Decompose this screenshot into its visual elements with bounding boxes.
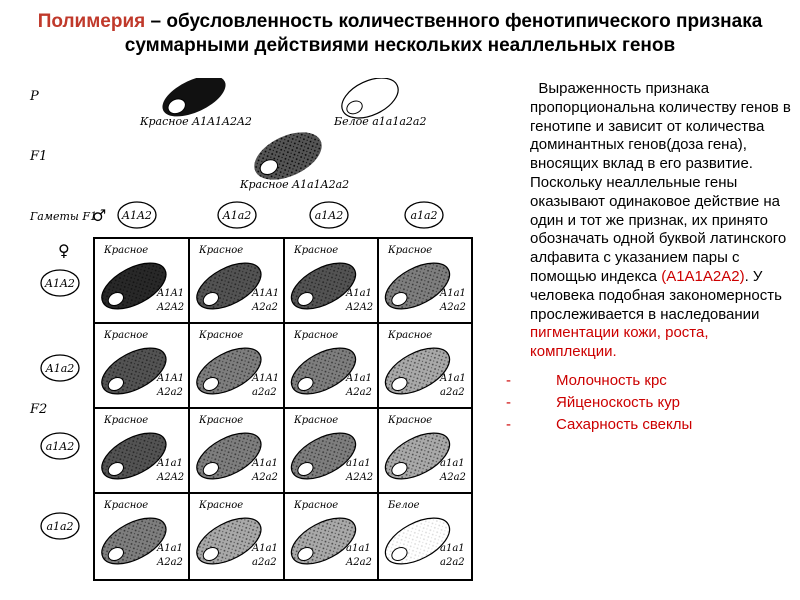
grid-cell xyxy=(190,500,278,573)
cell-genotype-2: a2a2 xyxy=(252,557,277,568)
cell-phenotype: Красное xyxy=(388,245,433,256)
list-item: - Сахарность свеклы xyxy=(530,414,792,436)
cell-phenotype: Красное xyxy=(294,330,339,341)
title-term: Полимерия xyxy=(37,11,146,32)
cell-phenotype: Красное xyxy=(104,245,149,256)
female-symbol: ♀ xyxy=(58,241,70,260)
gamete-row-1-text: A1A2 xyxy=(45,277,75,290)
cell-genotype-2: A2a2 xyxy=(252,302,278,313)
grid-cell xyxy=(378,330,466,403)
traits-highlight: пигментации кожи, роста, комплекции. xyxy=(530,324,709,361)
parent-red-label: Красное A1A1A2A2 xyxy=(140,115,252,128)
slide-title xyxy=(10,10,790,58)
cell-phenotype: Красное xyxy=(199,330,244,341)
gamete-row-2-text: A1a2 xyxy=(45,362,75,375)
gamete-row-4-text: a1a2 xyxy=(46,520,74,533)
gamete-col-2 xyxy=(218,202,256,228)
title-definition: – обусловленность количественного фенотипического признака суммарными действиями нескольких неаллельных генов xyxy=(124,11,763,56)
gamete-row-3-text: a1A2 xyxy=(45,440,75,453)
cell-phenotype: Красное xyxy=(199,245,244,256)
male-symbol: ♂ xyxy=(92,206,107,225)
gamete-col-4 xyxy=(405,202,443,228)
cell-phenotype: Красное xyxy=(388,415,433,426)
punnett-figure xyxy=(22,78,490,594)
cell-genotype-1: A1a1 xyxy=(346,373,372,384)
list-item: - Молочность крс xyxy=(530,370,792,392)
grid-cell xyxy=(284,415,373,488)
cell-genotype-2: A2a2 xyxy=(440,472,466,483)
gamete-col-4-text: a1a2 xyxy=(410,209,438,222)
cell-genotype-2: A2a2 xyxy=(157,557,183,568)
grid-cell xyxy=(190,330,280,403)
cell-genotype-2: a2a2 xyxy=(440,387,465,398)
cell-genotype-2: A2A2 xyxy=(157,302,185,313)
parent-white-label: Белое a1a1a2a2 xyxy=(334,115,427,128)
gametes-label: Гаметы F1 xyxy=(30,210,97,223)
cell-genotype-2: A2a2 xyxy=(440,302,466,313)
grid-cell xyxy=(190,245,280,318)
body-part-1: Выраженность признака пропорциональна количеству генов в генотипе и зависит от количества доминантных генов(доза гена), вносящих вклад в его развитие. Поскольку неаллельные гены оказывают одинаковое действие на один и тот же признак, их принято обозначать одной буквой латинского алфавита с указанием пары с помощью индекса xyxy=(530,80,791,285)
cell-genotype-1: a1a1 xyxy=(440,543,465,554)
grid-cell xyxy=(95,330,185,403)
gamete-col-3 xyxy=(310,202,348,228)
cell-phenotype: Красное xyxy=(294,415,339,426)
gamete-row-1 xyxy=(41,270,79,296)
grid-cell xyxy=(190,415,278,488)
label-f2: F2 xyxy=(30,402,48,417)
grid-cell xyxy=(284,500,372,573)
cell-genotype-2: a2a2 xyxy=(440,557,465,568)
gamete-col-1 xyxy=(118,202,156,228)
cell-phenotype: Красное xyxy=(199,500,244,511)
f1-label: Красное A1a1A2a2 xyxy=(240,178,350,191)
cell-genotype-1: A1a1 xyxy=(440,288,466,299)
gamete-col-3-text: a1A2 xyxy=(314,209,344,222)
cell-phenotype: Красное xyxy=(388,330,433,341)
cell-genotype-1: A1a1 xyxy=(252,543,278,554)
cell-genotype-1: A1a1 xyxy=(440,373,466,384)
body-paragraph xyxy=(530,80,792,362)
gamete-row-2 xyxy=(41,355,79,381)
cell-genotype-1: a1a1 xyxy=(346,543,371,554)
cell-genotype-2: A2A2 xyxy=(157,472,185,483)
cell-phenotype: Красное xyxy=(104,330,149,341)
cell-genotype-2: A2A2 xyxy=(346,302,374,313)
cell-genotype-1: A1a1 xyxy=(157,458,183,469)
grid-cell xyxy=(378,415,466,488)
punnett-cells xyxy=(95,245,466,573)
gamete-row-4 xyxy=(41,513,79,539)
gamete-row-3 xyxy=(41,433,79,459)
body-text xyxy=(530,80,792,436)
grid-cell xyxy=(378,245,466,318)
cell-genotype-2: A2a2 xyxy=(346,557,372,568)
cell-genotype-1: A1a1 xyxy=(252,458,278,469)
cell-phenotype: Красное xyxy=(294,500,339,511)
grid-cell xyxy=(95,245,185,318)
cell-genotype-1: A1a1 xyxy=(157,543,183,554)
grid-cell xyxy=(95,415,185,488)
gamete-col-1-text: A1A2 xyxy=(122,209,152,222)
cell-genotype-2: A2A2 xyxy=(346,472,374,483)
examples-list xyxy=(530,370,792,436)
cell-genotype-1: a1a1 xyxy=(346,458,371,469)
cell-genotype-1: A1A1 xyxy=(157,373,185,384)
cell-genotype-2: A2a2 xyxy=(157,387,183,398)
cell-genotype-1: A1a1 xyxy=(346,288,372,299)
cell-phenotype: Красное xyxy=(104,415,149,426)
gamete-col-2-text: A1a2 xyxy=(222,209,252,222)
cell-phenotype: Белое xyxy=(388,500,420,511)
cell-phenotype: Красное xyxy=(199,415,244,426)
grid-cell xyxy=(284,330,372,403)
body-part-2: . У человека подобная закономерность прослеживается в наследовании xyxy=(530,267,782,323)
cell-genotype-2: A2a2 xyxy=(252,472,278,483)
cell-genotype-1: a1a1 xyxy=(440,458,465,469)
list-item: - Яйценоскость кур xyxy=(530,392,792,414)
label-p: P xyxy=(30,89,39,104)
formula-highlight: (А1А1А2А2) xyxy=(661,267,745,285)
cell-genotype-1: A1A1 xyxy=(252,373,280,384)
cell-genotype-1: A1A1 xyxy=(157,288,185,299)
cell-genotype-2: a2a2 xyxy=(252,387,277,398)
grid-cell xyxy=(95,500,183,573)
cell-phenotype: Красное xyxy=(104,500,149,511)
cell-phenotype: Красное xyxy=(294,245,339,256)
cell-genotype-2: A2a2 xyxy=(346,387,372,398)
grid-cell xyxy=(378,500,465,573)
grid-cell xyxy=(284,245,373,318)
label-f1: F1 xyxy=(30,149,48,164)
cell-genotype-1: A1A1 xyxy=(252,288,280,299)
